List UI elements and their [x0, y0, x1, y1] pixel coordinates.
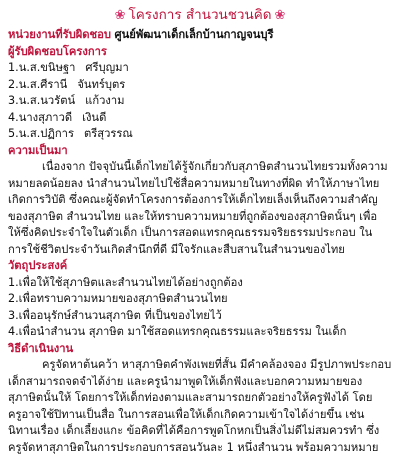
person-number: 5. [8, 127, 19, 140]
person-line [8, 60, 392, 77]
person-number: 4. [8, 111, 19, 124]
paragraph-line: การใช้ชีวิตประจำวันเกิดสำนึกที่ดี มีใจรักและสืบสานในสำนวนของไทย [8, 242, 392, 259]
objectives-heading: วัตถุประสงค์ [8, 258, 392, 275]
responsible-list [8, 60, 392, 143]
person-prefix: น.ส. [19, 78, 41, 91]
paragraph-line: ครูอาจใช้ปิทานเป็นสื่อ ในการสอนเพื่อให้เด็กเกิดความเข้าใจได้ง่ายขึ้น เช่น [8, 407, 392, 424]
paragraph-line: เกิดการวิบัติ ซึ่งคณะผู้จัดทำโครงการต้องการให้เด็กไทยเล็งเห็นถึงความสำคัญ [8, 192, 392, 209]
paragraph-line [8, 159, 392, 176]
person-first-name: นวรัตน์ [40, 94, 75, 107]
paragraph-text: ครูจัดหาต้นคว้า หาสุภาษิตคำพังเพยที่สั้น มีคำคล้องจอง มีรูปภาพประกอบ [42, 358, 391, 371]
person-number: 3. [8, 94, 19, 107]
person-line [8, 110, 392, 127]
objectives-list [8, 275, 392, 341]
agency-label: หน่วยงานที่รับผิดชอบ [8, 28, 111, 41]
background-heading: ความเป็นมา [8, 143, 392, 160]
paragraph-line [8, 357, 392, 374]
person-prefix: น.ส. [19, 127, 41, 140]
responsible-heading: ผู้รับผิดชอบโครงการ [8, 44, 392, 61]
person-number: 1. [8, 61, 19, 74]
agency-value: ศูนย์พัฒนาเด็กเล็กบ้านกาญจนบุรี [115, 28, 274, 41]
objective-item: 1.เพื่อให้ใช้สุภาษิตและสำนวนไทยได้อย่างถูกต้อง [8, 275, 392, 292]
person-prefix: นาง [19, 111, 38, 124]
flower-icon: ❀ [115, 7, 126, 25]
agency-line [8, 27, 392, 44]
paragraph-line: หมายลดน้อยลง นำสำนวนไทยไปใช้สื่อความหมายในทางที่ผิด ทำให้ภาษาไทย [8, 176, 392, 193]
person-last-name: เงินดี [82, 111, 106, 124]
person-line [8, 93, 392, 110]
flower-icon: ❀ [275, 7, 286, 25]
paragraph-line: ให้ซึ่งคิดประจำใจในตัวเด็ก เป็นการสอดแทรกคุณธรรมจริยธรรมประกอบ ใน [8, 225, 392, 242]
person-number: 2. [8, 78, 19, 91]
person-first-name: ศีรานี [40, 78, 67, 91]
paragraph-line: ครูจัดหาสุภาษิตในการประกอบการสอนวันละ 1 หนึ่งสำนวน พร้อมความหมาย [8, 440, 392, 456]
person-first-name: ปฏิการ [40, 127, 74, 140]
person-prefix: น.ส. [19, 61, 41, 74]
document-title [8, 6, 392, 25]
person-line [8, 77, 392, 94]
objective-item: 4.เพื่อนำสำนวน สุภาษิต มาใช้สอดแทรกคุณธรรมและจริยธรรม ในเด็ก [8, 324, 392, 341]
person-first-name: สุภาวดี [38, 111, 72, 124]
method-paragraph [8, 357, 392, 456]
objective-item: 3.เพื่ออนุรักษ์สำนวนสุภาษิต ที่เป็นของไทยไว้ [8, 308, 392, 325]
person-prefix: น.ส. [19, 94, 41, 107]
person-line [8, 126, 392, 143]
person-first-name: ขนิษฐา [40, 61, 75, 74]
paragraph-text: เนื่องจาก ปัจจุบันนี้เด็กไทยได้รู้จักเกี่ยวกับสุภาษิตสำนวนไทยรวมทั้งความ [42, 160, 388, 173]
person-last-name: ศรีบุญมา [85, 61, 128, 74]
person-last-name: จันทร์บุตร [77, 78, 125, 91]
paragraph-line: นิทานเรื่อง เด็กเลี้ยงแกะ ข้อคิดที่ได้คือการพูดโกหกเป็นสิ่งไม่ดีไม่สมควรทำ ซึ่ง [8, 423, 392, 440]
person-last-name: แก้วงาม [85, 94, 124, 107]
paragraph-line: เด็กสามารถจดจำได้ง่าย และครูนำมาพูดให้เด็กฟังและบอกความหมายของ [8, 374, 392, 391]
paragraph-line: ของสุภาษิต สำนวนไทย และให้ทราบความหมายที่ถูกต้องของสุภาษิตนั้นๆ เพื่อ [8, 209, 392, 226]
person-last-name: ตรีสุวรรณ [84, 127, 133, 140]
objective-item: 2.เพื่อทราบความหมายของสุภาษิตสำนวนไทย [8, 291, 392, 308]
title-text: โครงการ สำนวนชวนคิด [128, 7, 271, 23]
background-paragraph [8, 159, 392, 258]
paragraph-line: สุภาษิตนั้นให้ โดยการให้เด็กท่องตามและสามารถยกตัวอย่างให้ครูฟังได้ โดย [8, 390, 392, 407]
method-heading: วิธีดำเนินงาน [8, 341, 392, 358]
